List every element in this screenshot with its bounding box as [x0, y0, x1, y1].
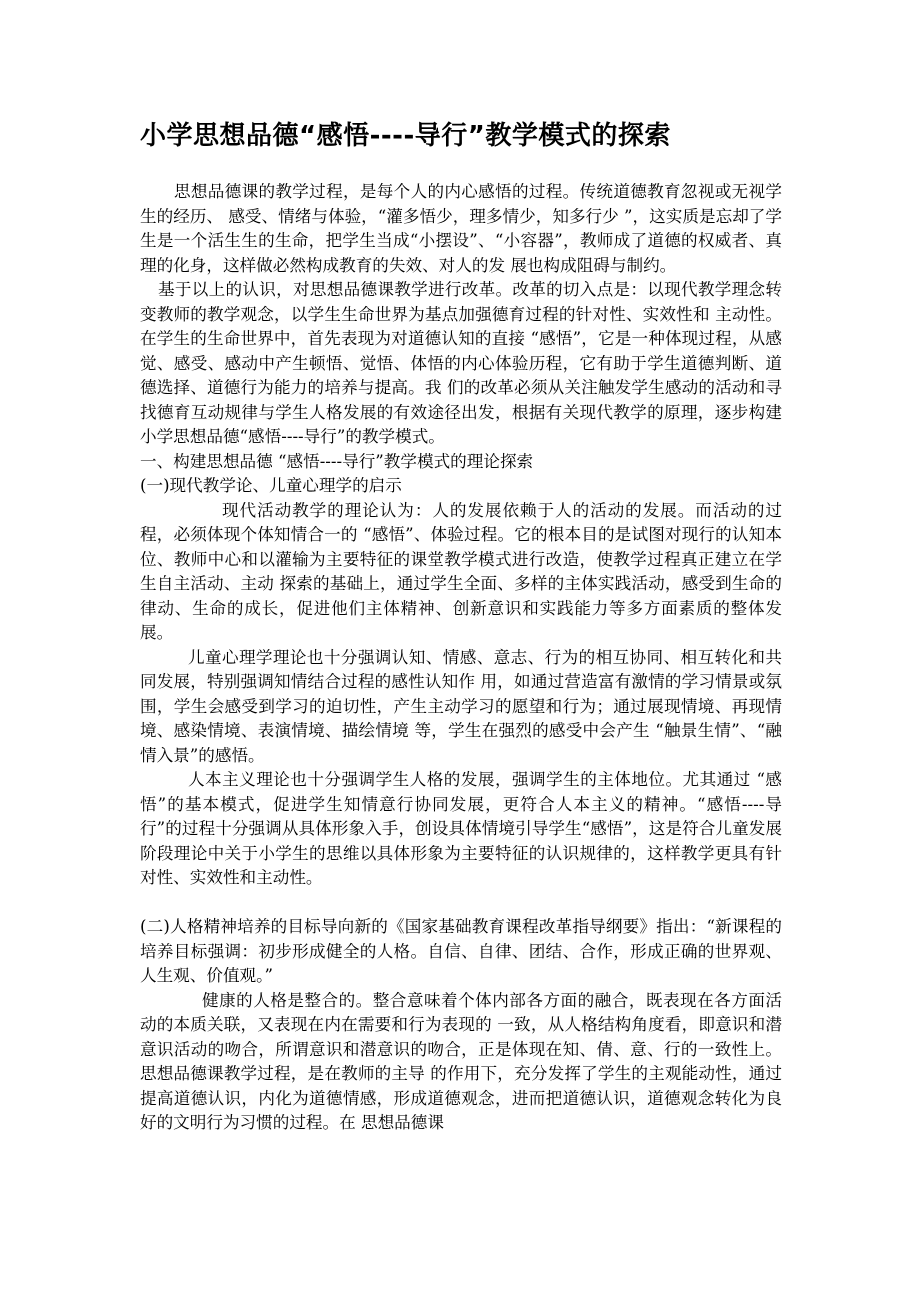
paragraph: 人本主义理论也十分强调学生人格的发展，强调学生的主体地位。尤其通过 “感悟”的基本模式，促进学生知情意行协同发展，更符合人本主义的精神。“感悟----导行”的过程十分强调从具体形象入手，创设具体情境引导学生“感悟”，这是符合儿童发展阶段理论中关于小学生的思维以具体形象为主要特征的认识规律的，这样教学更具有针对性、实效性和主动性。: [140, 770, 782, 887]
paragraph: 基于以上的认识，对思想品德课教学进行改革。改革的切入点是：以现代教学理念转变教师的教学观念，以学生生命世界为基点加强德育过程的针对性、实效性和 主动性。在学生的生命世界中，首先表现为对道德认知的直接 “感悟”，它是一种体现过程，从感觉、感受、感动中产生顿悟、觉悟、体悟的内心体验历程，它有助于学生道德判断、道德选择、道德行为能力的培养与提高。我 们的改革必须从关注触发学生感动的活动和寻找德育互动规律与学生人格发展的有效途径出发，根据有关现代教学的原理，逐步构建小学思想品德“感悟----导行”的教学模式。: [140, 280, 782, 446]
document-title: 小学思想品德“感悟----导行”教学模式的探索: [140, 121, 671, 151]
section-heading: 一、构建思想品德 “感悟----导行”教学模式的理论探索: [140, 451, 534, 471]
paragraph: 现代活动教学的理论认为：人的发展依赖于人的活动的发展。而活动的过程，必须体现个体知情合一的 “感悟”、体验过程。它的根本目的是试图对现行的认知本位、教师中心和以灌输为主要特征的课堂教学模式进行改造，使教学过程真正建立在学生自主活动、主动 探索的基础上，通过学生全面、多样的主体实践活动，感受到生命的律动、生命的成长，促进他们主体精神、创新意识和实践能力等多方面素质的整体发展。: [140, 500, 782, 642]
paragraph: 儿童心理学理论也十分强调认知、情感、意志、行为的相互协同、相互转化和共同发展，特别强调知情结合过程的感性认知作 用，如通过营造富有激情的学习情景或氛围，学生会感受到学习的迫切性，产生主动学习的愿望和行为；通过展现情境、再现情境、感染情境、表演情境、描绘情境 等，学生在强烈的感受中会产生 “触景生情”、“融情入景”的感悟。: [140, 647, 782, 765]
paragraph-gap: [140, 891, 782, 916]
paragraph: 健康的人格是整合的。整合意味着个体内部各方面的融合，既表现在各方面活动的本质关联，又表现在内在需要和行为表现的 一致，从人格结构角度看，即意识和潜意识活动的吻合，所谓意识和潜意识的吻合，正是体现在知、倩、意、行的一致性上。思想品德课教学过程，是在教师的主导 的作用下，充分发挥了学生的主观能动性，通过提高道德认识，内化为道德情感，形成道德观念，进而把道德认识，道德观念转化为良好的文明行为习惯的过程。在 思想品德课: [140, 990, 782, 1132]
document-body: [140, 180, 782, 1136]
subsection-heading: (一)现代教学论、儿童心理学的启示: [140, 476, 402, 495]
subsection-heading: (二)人格精神培养的目标导向新的《国家基础教育课程改革指导纲要》指出：“新课程的培养目标强调：初步形成健全的人格。自信、自律、团结、合作，形成正确的世界观、人生观、价值观。”: [140, 917, 782, 985]
paragraph: 思想品德课的教学过程，是每个人的内心感悟的过程。传统道德教育忽视或无视学生的经历、 感受、情绪与体验，“灌多悟少，理多情少，知多行少 ”，这实质是忘却了学生是一个活生生的生命，把学生当成“小摆设”、“小容器”，教师成了道德的权威者、真理的化身，这样做必然构成教育的失效、对人的发 展也构成阻碍与制约。: [140, 182, 782, 275]
